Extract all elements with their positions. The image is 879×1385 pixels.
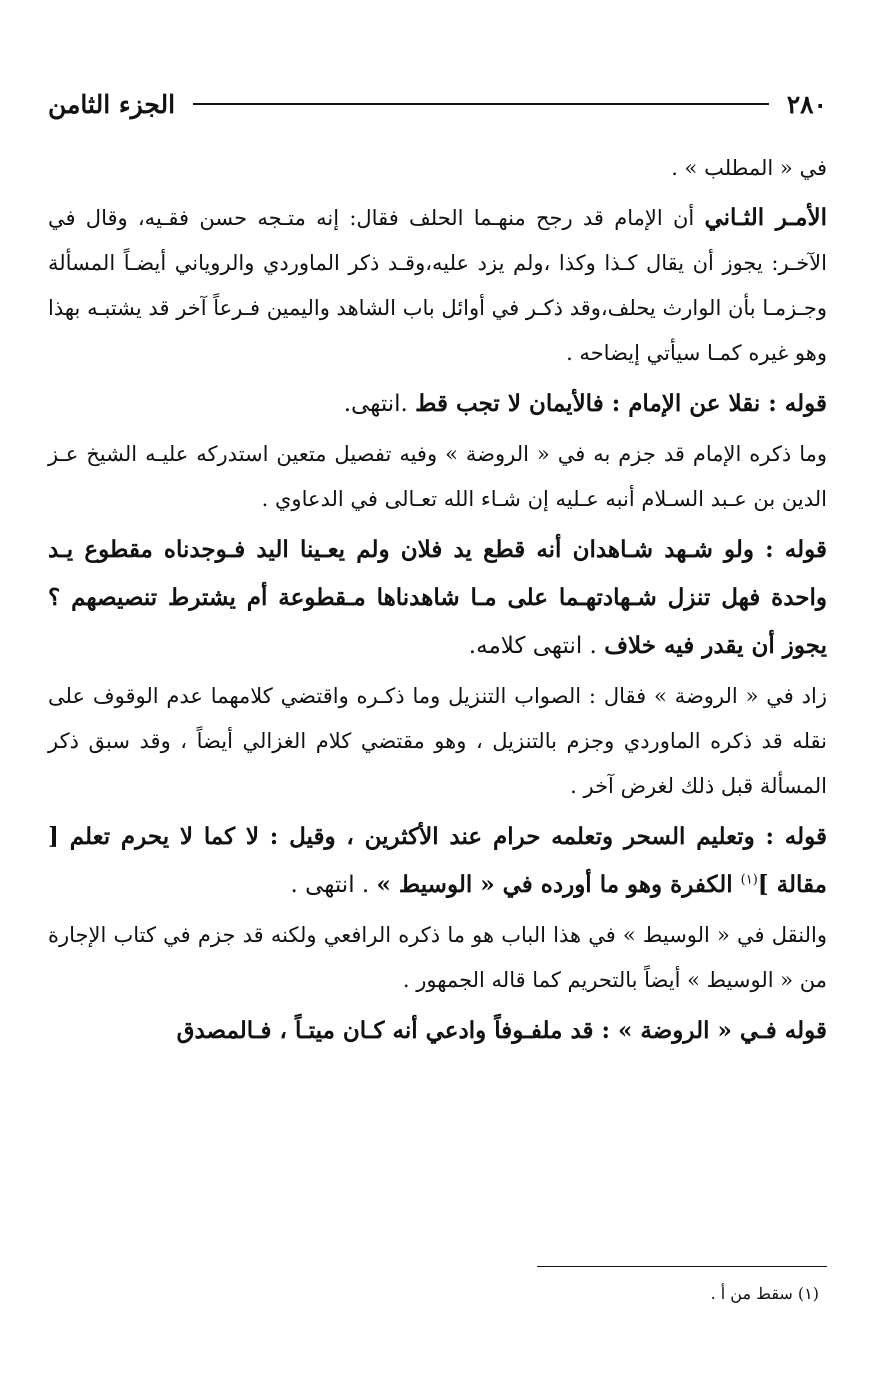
paragraph-3-text: وما ذكره الإمام قد جزم به في « الروضة » وفيه تفصيل متعين استدركه عليـه الشيخ عـز الدين بن عـبد السـلام أنبه عـليه إن شـاء الله تعـالى في الدعاوي .: [48, 442, 827, 511]
quote-3-bold-b: الكفرة وهو ما أورده في « الوسيط »: [376, 871, 741, 898]
paragraph-3: [48, 432, 827, 522]
footnote-rule: [537, 1266, 827, 1267]
quote-4: [48, 1007, 827, 1055]
quote-3: [48, 813, 827, 909]
footnote-reference: (١): [740, 872, 758, 888]
paragraph-2: [48, 195, 827, 376]
footnote: (١) سقط من أ .: [710, 1284, 819, 1303]
body-text: [48, 146, 827, 1055]
quote-2-bold: قوله : ولو شـهد شـاهدان أنه قطع يد فلان ولم يعـينا اليد فـوجدناه مقطوع يـد واحدة فهل تنزل شـهادتهـما على مـا شاهدناها مـقطوعة أم يشترط تنصيصهم ؟ يجوز أن يقدر فيه خلاف: [48, 536, 827, 659]
paragraph-4-text: زاد في « الروضة » فقال : الصواب التنزيل وما ذكـره واقتضي كلامهما عدم الوقوف على نقله قد ذكره الماوردي وجزم بالتنزيل ، وهو مقتضي كلام الغزالي أيضاً ، وقد سبق ذكر المسألة قبل ذلك لغرض آخر .: [48, 684, 827, 798]
paragraph-5-text: والنقل في « الوسيط » في هذا الباب هو ما ذكره الرافعي ولكنه قد جزم في كتاب الإجارة من « الوسيط » أيضاً بالتحريم كما قاله الجمهور .: [48, 923, 827, 992]
header-rule: [193, 103, 769, 105]
paragraph-1-text: في « المطلب » .: [671, 156, 827, 180]
paragraph-4: [48, 674, 827, 809]
page-number: ٢٨٠: [786, 89, 827, 119]
paragraph-5: [48, 913, 827, 1003]
quote-2: [48, 526, 827, 670]
quote-3-tail: . انتهى .: [290, 872, 377, 898]
quote-1-bold: قوله : نقلا عن الإمام : فالأيمان لا تجب قط: [415, 390, 827, 417]
quote-4-bold: قوله فـي « الروضة » : قد ملفـوفاً وادعي أنه كـان ميتـاً ، فـالمصدق: [176, 1017, 827, 1044]
page-title: الجزء الثامن: [48, 89, 176, 119]
quote-2-tail: . انتهى كلامه.: [468, 633, 605, 659]
quote-1-tail: .انتهى.: [343, 391, 416, 417]
quote-1: [48, 380, 827, 428]
paragraph-1: [48, 146, 827, 191]
paragraph-2-text: أن الإمام قد رجح منهـما الحلف فقال: إنه متـجه حسن فقـيه، وقال في الآخـر: يجوز أن يقال كـذا وكذا ،ولم يزد عليه،وقـد ذكر الماوردي والروياني أيضـاً المسألة وجـزمـا بأن الوارث يحلف،وقد ذكـر في أوائل باب الشاهد واليمين فـرعاً آخر قد يشتبـه بهذا وهو غيره كمـا سيأتي إيضاحه .: [48, 206, 827, 365]
page-header: [48, 84, 827, 124]
paragraph-2-lead: الأمـر الثـاني: [704, 204, 827, 231]
quote-3-bold-a: قوله : وتعليم السحر وتعلمه حرام عند الأكثرين ، وقيل : لا كما لا يحرم تعلم [ مقالة ]: [48, 823, 827, 898]
